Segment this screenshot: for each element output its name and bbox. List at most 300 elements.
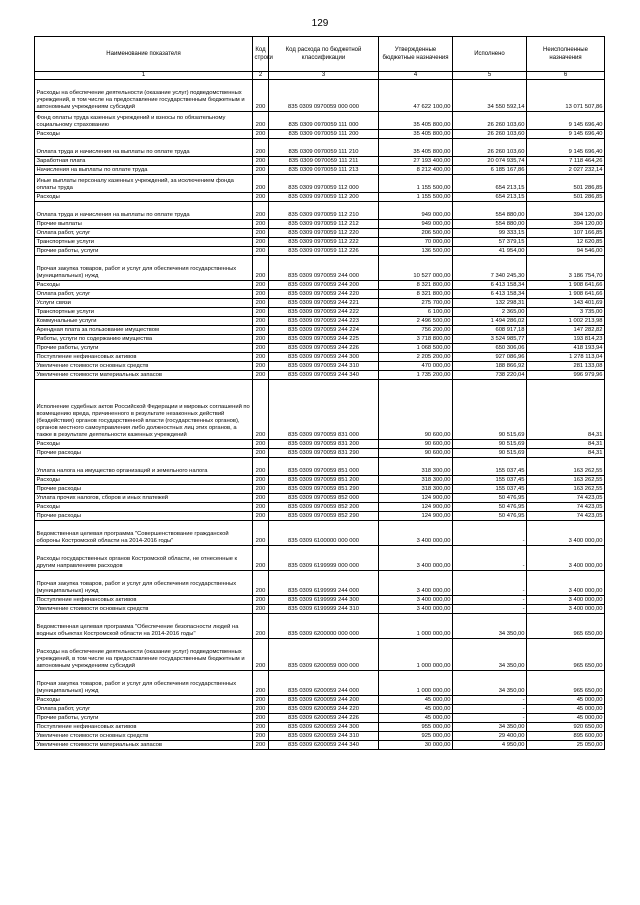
row-name-cell: Транспортные услуги <box>35 308 253 317</box>
row-name-cell: Поступление нефинансовых активов <box>35 596 253 605</box>
budget-execution-table <box>34 36 605 750</box>
row-approved-cell: 45 000,00 <box>379 714 453 723</box>
table-row <box>35 639 605 671</box>
row-executed-cell: 654 213,15 <box>453 193 527 202</box>
row-expense-code-cell: 835 0309 0970059 111 000 <box>269 112 379 130</box>
row-expense-code-cell: 835 0309 0970059 111 213 <box>269 166 379 175</box>
row-unexecuted-cell: 193 814,23 <box>527 335 605 344</box>
row-name-cell: Расходы на обеспечение деятельности (оказание услуг) подведомственных учреждений, в том числе на предоставление государственным бюджетным и автономным учреждениям субсидий <box>35 80 253 112</box>
row-line-code-cell: 200 <box>253 299 269 308</box>
row-expense-code-cell: 835 0309 6200059 244 340 <box>269 741 379 750</box>
row-line-code-cell: 200 <box>253 202 269 220</box>
row-executed-cell: 7 340 245,30 <box>453 256 527 281</box>
row-expense-code-cell: 835 0309 0970059 112 220 <box>269 229 379 238</box>
row-unexecuted-cell: 13 071 507,86 <box>527 80 605 112</box>
row-line-code-cell: 200 <box>253 596 269 605</box>
row-line-code-cell: 200 <box>253 157 269 166</box>
row-name-cell: Увеличение стоимости материальных запасов <box>35 371 253 380</box>
row-name-cell: Расходы <box>35 503 253 512</box>
row-line-code-cell: 200 <box>253 714 269 723</box>
header-executed: Исполнено <box>453 37 527 72</box>
row-name-cell: Прочая закупка товаров, работ и услуг для обеспечения государственных (муниципальных) нужд <box>35 256 253 281</box>
row-unexecuted-cell: 84,31 <box>527 380 605 440</box>
row-expense-code-cell: 835 0309 6199999 244 000 <box>269 571 379 596</box>
row-name-cell: Расходы <box>35 440 253 449</box>
row-unexecuted-cell: 163 262,55 <box>527 476 605 485</box>
row-executed-cell: 2 365,00 <box>453 308 527 317</box>
table-row <box>35 335 605 344</box>
row-executed-cell: 650 306,06 <box>453 344 527 353</box>
row-name-cell: Поступление нефинансовых активов <box>35 723 253 732</box>
row-approved-cell: 470 000,00 <box>379 362 453 371</box>
row-unexecuted-cell: 3 400 000,00 <box>527 596 605 605</box>
row-executed-cell: 738 220,04 <box>453 371 527 380</box>
row-executed-cell: 57 379,15 <box>453 238 527 247</box>
row-approved-cell: 124 900,00 <box>379 512 453 521</box>
row-approved-cell: 318 300,00 <box>379 476 453 485</box>
row-approved-cell: 90 600,00 <box>379 440 453 449</box>
row-name-cell: Прочие работы, услуги <box>35 247 253 256</box>
row-approved-cell: 3 400 000,00 <box>379 546 453 571</box>
row-executed-cell: 34 350,00 <box>453 614 527 639</box>
row-executed-cell: - <box>453 521 527 546</box>
page-number: 129 <box>311 18 329 29</box>
row-line-code-cell: 200 <box>253 308 269 317</box>
row-line-code-cell: 200 <box>253 238 269 247</box>
row-name-cell: Уплата налога на имущество организаций и земельного налога <box>35 458 253 476</box>
row-line-code-cell: 200 <box>253 344 269 353</box>
row-line-code-cell: 200 <box>253 732 269 741</box>
row-name-cell: Коммунальные услуги <box>35 317 253 326</box>
row-approved-cell: 70 000,00 <box>379 238 453 247</box>
row-expense-code-cell: 835 0309 6100000 000 000 <box>269 521 379 546</box>
row-line-code-cell: 200 <box>253 80 269 112</box>
row-name-cell: Прочие выплаты <box>35 220 253 229</box>
row-approved-cell: 1 000 000,00 <box>379 671 453 696</box>
row-expense-code-cell: 835 0309 0970059 111 211 <box>269 157 379 166</box>
row-expense-code-cell: 835 0309 0970059 244 226 <box>269 344 379 353</box>
row-executed-cell: 4 950,00 <box>453 741 527 750</box>
row-unexecuted-cell: 1 908 641,66 <box>527 290 605 299</box>
row-name-cell: Транспортные услуги <box>35 238 253 247</box>
row-approved-cell: 949 000,00 <box>379 220 453 229</box>
row-executed-cell: 6 185 167,86 <box>453 166 527 175</box>
header-unexecuted: Неисполненные назначения <box>527 37 605 72</box>
row-line-code-cell: 200 <box>253 741 269 750</box>
row-executed-cell: 99 333,15 <box>453 229 527 238</box>
row-expense-code-cell: 835 0309 0970059 831 200 <box>269 440 379 449</box>
row-expense-code-cell: 835 0309 0970059 244 340 <box>269 371 379 380</box>
row-expense-code-cell: 835 0309 0970059 852 200 <box>269 503 379 512</box>
row-approved-cell: 90 600,00 <box>379 380 453 440</box>
row-name-cell: Увеличение стоимости основных средств <box>35 732 253 741</box>
row-approved-cell: 45 000,00 <box>379 705 453 714</box>
row-unexecuted-cell: 3 186 754,70 <box>527 256 605 281</box>
row-approved-cell: 6 100,00 <box>379 308 453 317</box>
row-name-cell: Прочие расходы <box>35 512 253 521</box>
table-row <box>35 202 605 220</box>
row-line-code-cell: 200 <box>253 353 269 362</box>
row-name-cell: Расходы государственных органов Костромской области, не отнесенные к другим направлениям расходов <box>35 546 253 571</box>
table-row <box>35 308 605 317</box>
row-unexecuted-cell: 84,31 <box>527 449 605 458</box>
table-row <box>35 671 605 696</box>
row-unexecuted-cell: 920 650,00 <box>527 723 605 732</box>
row-approved-cell: 949 000,00 <box>379 202 453 220</box>
row-unexecuted-cell: 895 600,00 <box>527 732 605 741</box>
row-line-code-cell: 200 <box>253 671 269 696</box>
row-unexecuted-cell: 84,31 <box>527 440 605 449</box>
row-expense-code-cell: 835 0309 0970059 111 200 <box>269 130 379 139</box>
table-row <box>35 705 605 714</box>
header-approved: Утвержденные бюджетные назначения <box>379 37 453 72</box>
row-expense-code-cell: 835 0309 0970059 112 226 <box>269 247 379 256</box>
row-line-code-cell: 200 <box>253 449 269 458</box>
row-name-cell: Работы, услуги по содержанию имущества <box>35 335 253 344</box>
row-line-code-cell: 200 <box>253 476 269 485</box>
row-unexecuted-cell: 996 979,96 <box>527 371 605 380</box>
row-unexecuted-cell: 501 286,85 <box>527 193 605 202</box>
row-expense-code-cell: 835 0309 0970059 244 223 <box>269 317 379 326</box>
table-row <box>35 130 605 139</box>
table-row <box>35 193 605 202</box>
row-expense-code-cell: 835 0309 0970059 851 290 <box>269 485 379 494</box>
table-row <box>35 362 605 371</box>
row-name-cell: Исполнение судебных актов Российской Федерации и мировых соглашений по возмещению вреда, причиненного в результате незаконных действий (бездействия) органов государственной власти (государственных органов), органов местного самоуправления либо должностных лиц этих органов, а также в результате деятельности казенных учреждений <box>35 380 253 440</box>
row-expense-code-cell: 835 0309 0970059 244 222 <box>269 308 379 317</box>
row-unexecuted-cell: 965 650,00 <box>527 639 605 671</box>
table-row <box>35 714 605 723</box>
row-executed-cell: 90 515,69 <box>453 449 527 458</box>
row-line-code-cell: 200 <box>253 614 269 639</box>
row-unexecuted-cell: 1 002 213,98 <box>527 317 605 326</box>
row-line-code-cell: 200 <box>253 166 269 175</box>
table-header-row <box>35 37 605 72</box>
row-executed-cell: 554 880,00 <box>453 220 527 229</box>
row-line-code-cell: 200 <box>253 326 269 335</box>
row-approved-cell: 925 000,00 <box>379 732 453 741</box>
row-approved-cell: 318 300,00 <box>379 458 453 476</box>
column-number: 6 <box>527 72 605 80</box>
row-approved-cell: 90 600,00 <box>379 449 453 458</box>
row-executed-cell: - <box>453 714 527 723</box>
row-executed-cell: 155 037,45 <box>453 476 527 485</box>
row-line-code-cell: 200 <box>253 256 269 281</box>
table-row <box>35 139 605 157</box>
table-row <box>35 521 605 546</box>
row-line-code-cell: 200 <box>253 458 269 476</box>
row-expense-code-cell: 835 0309 0970059 244 225 <box>269 335 379 344</box>
row-unexecuted-cell: 74 423,05 <box>527 494 605 503</box>
row-executed-cell: 188 866,92 <box>453 362 527 371</box>
table-row <box>35 449 605 458</box>
row-executed-cell: 90 515,69 <box>453 440 527 449</box>
header-line-code: Код строки <box>253 37 269 72</box>
table-row <box>35 614 605 639</box>
row-name-cell: Расходы <box>35 130 253 139</box>
row-executed-cell: 41 954,00 <box>453 247 527 256</box>
row-unexecuted-cell: 394 120,00 <box>527 220 605 229</box>
table-row <box>35 741 605 750</box>
row-executed-cell: 6 413 158,34 <box>453 281 527 290</box>
row-executed-cell: 34 350,00 <box>453 671 527 696</box>
table-row <box>35 112 605 130</box>
table-row <box>35 458 605 476</box>
row-unexecuted-cell: 163 262,55 <box>527 458 605 476</box>
row-approved-cell: 2 205 200,00 <box>379 353 453 362</box>
row-executed-cell: 26 260 103,60 <box>453 139 527 157</box>
row-approved-cell: 124 900,00 <box>379 503 453 512</box>
row-executed-cell: - <box>453 705 527 714</box>
table-row <box>35 371 605 380</box>
row-expense-code-cell: 835 0309 6200059 000 000 <box>269 639 379 671</box>
table-row <box>35 290 605 299</box>
row-approved-cell: 3 400 000,00 <box>379 521 453 546</box>
row-line-code-cell: 200 <box>253 281 269 290</box>
table-row <box>35 440 605 449</box>
row-executed-cell: 3 524 985,77 <box>453 335 527 344</box>
row-approved-cell: 35 405 800,00 <box>379 112 453 130</box>
row-expense-code-cell: 835 0309 6200059 244 226 <box>269 714 379 723</box>
row-unexecuted-cell: 3 735,00 <box>527 308 605 317</box>
row-line-code-cell: 200 <box>253 380 269 440</box>
row-executed-cell: 608 917,18 <box>453 326 527 335</box>
row-expense-code-cell: 835 0309 6200059 244 200 <box>269 696 379 705</box>
row-name-cell: Расходы <box>35 696 253 705</box>
row-name-cell: Поступление нефинансовых активов <box>35 353 253 362</box>
table-row <box>35 571 605 596</box>
row-expense-code-cell: 835 0309 6199999 244 300 <box>269 596 379 605</box>
row-approved-cell: 1 000 000,00 <box>379 639 453 671</box>
row-unexecuted-cell: 3 400 000,00 <box>527 571 605 596</box>
table-row <box>35 723 605 732</box>
row-line-code-cell: 200 <box>253 112 269 130</box>
row-line-code-cell: 200 <box>253 705 269 714</box>
row-line-code-cell: 200 <box>253 485 269 494</box>
row-name-cell: Оплата работ, услуг <box>35 705 253 714</box>
row-unexecuted-cell: 94 546,00 <box>527 247 605 256</box>
row-approved-cell: 3 400 000,00 <box>379 605 453 614</box>
row-approved-cell: 35 405 800,00 <box>379 130 453 139</box>
row-name-cell: Прочие расходы <box>35 485 253 494</box>
row-line-code-cell: 200 <box>253 696 269 705</box>
row-line-code-cell: 200 <box>253 317 269 326</box>
row-expense-code-cell: 835 0309 0970059 852 290 <box>269 512 379 521</box>
row-name-cell: Увеличение стоимости основных средств <box>35 362 253 371</box>
row-line-code-cell: 200 <box>253 290 269 299</box>
row-approved-cell: 1 068 500,00 <box>379 344 453 353</box>
row-expense-code-cell: 835 0309 6200059 244 220 <box>269 705 379 714</box>
column-number: 4 <box>379 72 453 80</box>
row-approved-cell: 124 900,00 <box>379 494 453 503</box>
row-unexecuted-cell: 9 145 696,40 <box>527 112 605 130</box>
row-approved-cell: 45 000,00 <box>379 696 453 705</box>
table-row <box>35 546 605 571</box>
table-row <box>35 596 605 605</box>
row-unexecuted-cell: 74 423,05 <box>527 503 605 512</box>
table-row <box>35 494 605 503</box>
row-line-code-cell: 200 <box>253 440 269 449</box>
row-executed-cell: 90 515,69 <box>453 380 527 440</box>
table-row <box>35 238 605 247</box>
row-name-cell: Увеличение стоимости материальных запасов <box>35 741 253 750</box>
row-expense-code-cell: 835 0309 0970059 112 222 <box>269 238 379 247</box>
table-row <box>35 732 605 741</box>
table-row <box>35 380 605 440</box>
row-expense-code-cell: 835 0309 0970059 851 000 <box>269 458 379 476</box>
row-expense-code-cell: 835 0309 0970059 831 000 <box>269 380 379 440</box>
row-name-cell: Арендная плата за пользование имуществом <box>35 326 253 335</box>
table-row <box>35 317 605 326</box>
row-line-code-cell: 200 <box>253 723 269 732</box>
row-approved-cell: 3 400 000,00 <box>379 571 453 596</box>
row-unexecuted-cell: 3 400 000,00 <box>527 605 605 614</box>
table-row <box>35 80 605 112</box>
row-approved-cell: 756 200,00 <box>379 326 453 335</box>
row-unexecuted-cell: 501 286,85 <box>527 175 605 193</box>
row-line-code-cell: 200 <box>253 521 269 546</box>
row-unexecuted-cell: 45 000,00 <box>527 714 605 723</box>
row-line-code-cell: 200 <box>253 546 269 571</box>
row-line-code-cell: 200 <box>253 494 269 503</box>
row-name-cell: Прочая закупка товаров, работ и услуг для обеспечения государственных (муниципальных) нужд <box>35 571 253 596</box>
row-unexecuted-cell: 965 650,00 <box>527 671 605 696</box>
row-name-cell: Расходы на обеспечение деятельности (оказание услуг) подведомственных учреждений, в том числе на предоставление государственным бюджетным и автономным учреждениям субсидий <box>35 639 253 671</box>
row-expense-code-cell: 835 0309 0970059 244 220 <box>269 290 379 299</box>
row-line-code-cell: 200 <box>253 175 269 193</box>
row-approved-cell: 1 155 500,00 <box>379 175 453 193</box>
row-executed-cell: 34 350,00 <box>453 639 527 671</box>
row-expense-code-cell: 835 0309 0970059 111 210 <box>269 139 379 157</box>
row-name-cell: Заработная плата <box>35 157 253 166</box>
column-number: 3 <box>269 72 379 80</box>
row-executed-cell: 155 037,45 <box>453 458 527 476</box>
row-line-code-cell: 200 <box>253 371 269 380</box>
row-line-code-cell: 200 <box>253 571 269 596</box>
row-approved-cell: 275 700,00 <box>379 299 453 308</box>
row-name-cell: Расходы <box>35 193 253 202</box>
row-unexecuted-cell: 9 145 696,40 <box>527 130 605 139</box>
row-unexecuted-cell: 25 050,00 <box>527 741 605 750</box>
row-name-cell: Фонд оплаты труда казенных учреждений и взносы по обязательному социальному страхованию <box>35 112 253 130</box>
row-executed-cell: 50 476,95 <box>453 512 527 521</box>
row-expense-code-cell: 835 0309 0970059 244 000 <box>269 256 379 281</box>
row-name-cell: Услуги связи <box>35 299 253 308</box>
table-row <box>35 247 605 256</box>
row-executed-cell: 6 413 158,34 <box>453 290 527 299</box>
row-line-code-cell: 200 <box>253 247 269 256</box>
column-number: 2 <box>253 72 269 80</box>
row-expense-code-cell: 835 0309 0970059 831 290 <box>269 449 379 458</box>
row-executed-cell: 50 476,95 <box>453 503 527 512</box>
row-name-cell: Прочие расходы <box>35 449 253 458</box>
row-approved-cell: 3 718 800,00 <box>379 335 453 344</box>
row-unexecuted-cell: 1 278 113,04 <box>527 353 605 362</box>
row-name-cell: Расходы <box>35 281 253 290</box>
row-expense-code-cell: 835 0309 6200059 244 310 <box>269 732 379 741</box>
row-unexecuted-cell: 143 401,69 <box>527 299 605 308</box>
row-executed-cell: 50 476,95 <box>453 494 527 503</box>
row-expense-code-cell: 835 0309 6200000 000 000 <box>269 614 379 639</box>
row-executed-cell: 132 298,31 <box>453 299 527 308</box>
row-approved-cell: 10 527 000,00 <box>379 256 453 281</box>
row-approved-cell: 35 405 800,00 <box>379 139 453 157</box>
row-expense-code-cell: 835 0309 0970059 244 224 <box>269 326 379 335</box>
row-expense-code-cell: 835 0309 0970059 244 310 <box>269 362 379 371</box>
row-expense-code-cell: 835 0309 0970059 000 000 <box>269 80 379 112</box>
row-line-code-cell: 200 <box>253 512 269 521</box>
row-executed-cell: 927 086,96 <box>453 353 527 362</box>
row-expense-code-cell: 835 0309 0970059 244 200 <box>269 281 379 290</box>
row-executed-cell: - <box>453 596 527 605</box>
row-executed-cell: 26 260 103,60 <box>453 130 527 139</box>
row-unexecuted-cell: 12 620,85 <box>527 238 605 247</box>
row-executed-cell: - <box>453 571 527 596</box>
row-approved-cell: 8 321 800,00 <box>379 281 453 290</box>
row-executed-cell: 34 350,00 <box>453 723 527 732</box>
table-row <box>35 299 605 308</box>
row-approved-cell: 2 496 500,00 <box>379 317 453 326</box>
row-executed-cell: - <box>453 605 527 614</box>
row-unexecuted-cell: 45 000,00 <box>527 696 605 705</box>
row-executed-cell: 29 400,00 <box>453 732 527 741</box>
row-executed-cell: 26 260 103,60 <box>453 112 527 130</box>
row-name-cell: Увеличение стоимости основных средств <box>35 605 253 614</box>
row-expense-code-cell: 835 0309 6199999 244 310 <box>269 605 379 614</box>
row-approved-cell: 955 000,00 <box>379 723 453 732</box>
table-row <box>35 157 605 166</box>
table-row <box>35 281 605 290</box>
row-expense-code-cell: 835 0309 6200059 244 300 <box>269 723 379 732</box>
table-row <box>35 485 605 494</box>
header-indicator-name: Наименование показателя <box>35 37 253 72</box>
row-line-code-cell: 200 <box>253 130 269 139</box>
row-expense-code-cell: 835 0309 0970059 244 221 <box>269 299 379 308</box>
row-approved-cell: 206 500,00 <box>379 229 453 238</box>
table-row <box>35 605 605 614</box>
row-name-cell: Расходы <box>35 476 253 485</box>
row-name-cell: Прочие работы, услуги <box>35 344 253 353</box>
row-approved-cell: 1 155 500,00 <box>379 193 453 202</box>
row-expense-code-cell: 835 0309 0970059 112 210 <box>269 202 379 220</box>
row-line-code-cell: 200 <box>253 193 269 202</box>
table-row <box>35 220 605 229</box>
table-row <box>35 696 605 705</box>
table-row <box>35 175 605 193</box>
row-name-cell: Начисления на выплаты по оплате труда <box>35 166 253 175</box>
row-executed-cell: 654 213,15 <box>453 175 527 193</box>
row-executed-cell: - <box>453 546 527 571</box>
row-unexecuted-cell: 163 262,55 <box>527 485 605 494</box>
row-approved-cell: 27 193 400,00 <box>379 157 453 166</box>
row-unexecuted-cell: 107 166,85 <box>527 229 605 238</box>
row-executed-cell: - <box>453 696 527 705</box>
row-unexecuted-cell: 74 423,05 <box>527 512 605 521</box>
row-line-code-cell: 200 <box>253 362 269 371</box>
row-expense-code-cell: 835 0309 0970059 851 200 <box>269 476 379 485</box>
row-executed-cell: 155 037,45 <box>453 485 527 494</box>
row-expense-code-cell: 835 0309 0970059 112 200 <box>269 193 379 202</box>
table-row <box>35 166 605 175</box>
column-number: 5 <box>453 72 527 80</box>
row-name-cell: Иные выплаты персоналу казенных учреждений, за исключением фонда оплаты труда <box>35 175 253 193</box>
table-row <box>35 512 605 521</box>
row-name-cell: Оплата труда и начисления на выплаты по оплате труда <box>35 139 253 157</box>
row-expense-code-cell: 835 0309 0970059 112 212 <box>269 220 379 229</box>
table-body <box>35 80 605 750</box>
row-unexecuted-cell: 2 027 232,14 <box>527 166 605 175</box>
table-row <box>35 476 605 485</box>
